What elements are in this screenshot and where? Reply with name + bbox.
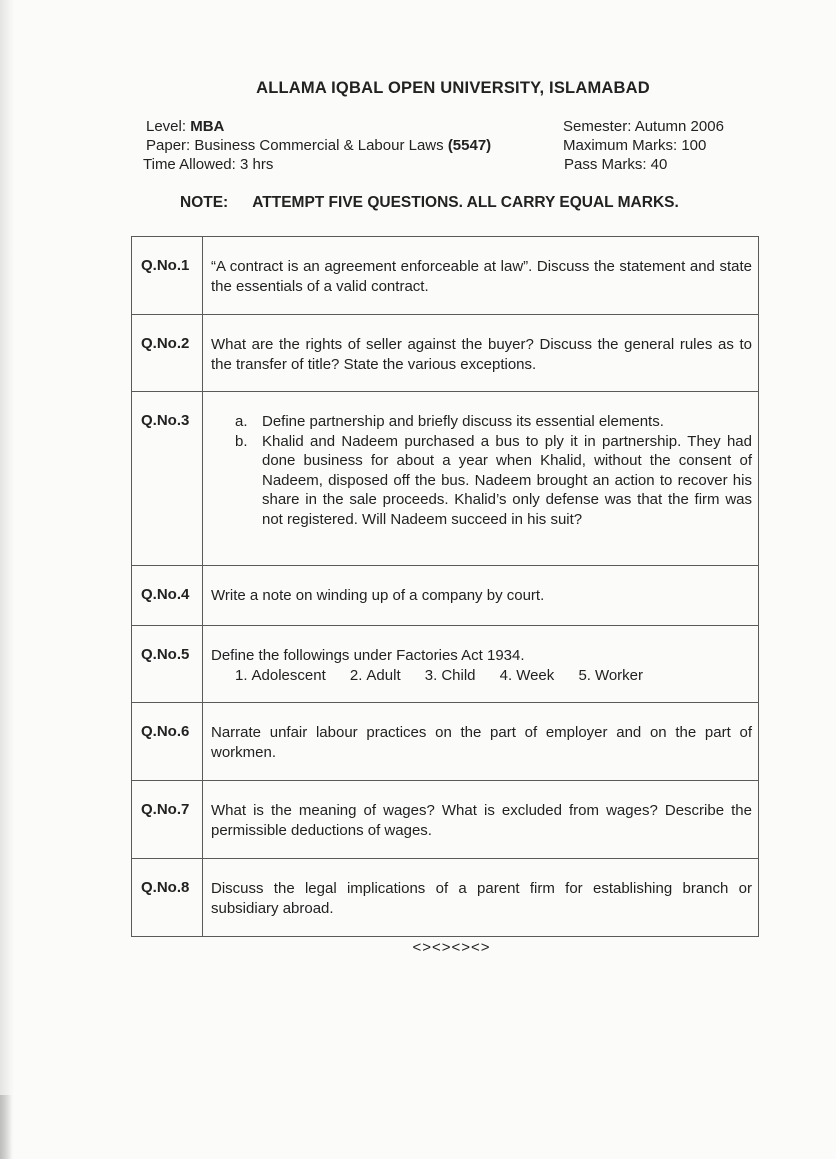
questions-table [131, 236, 759, 937]
time-allowed: Time Allowed: 3 hrs [143, 156, 274, 173]
term-number: 4. [499, 666, 513, 684]
maximum-marks: Maximum Marks: 100 [563, 137, 707, 154]
question-number: Q.No.2 [132, 315, 203, 392]
term: Child [441, 666, 476, 684]
question-text [203, 626, 759, 703]
paper-label: Paper: Business Commercial & Labour Laws [146, 137, 444, 154]
paper-code: (5547) [447, 137, 492, 154]
term-number: 3. [424, 666, 438, 684]
scan-edge-shadow [0, 0, 14, 1159]
question-number: Q.No.1 [132, 237, 203, 315]
question-row [132, 781, 759, 859]
term-number: 5. [578, 666, 591, 684]
level-value: MBA [190, 118, 225, 135]
question-number: Q.No.3 [132, 392, 203, 566]
question-text [203, 392, 759, 566]
question-text: Discuss the legal implications of a parent firm for establishing branch or subsidiary abroad. [203, 859, 759, 937]
level-line [143, 117, 491, 136]
question-text: Narrate unfair labour practices on the part of employer and on the part of workmen. [203, 703, 759, 781]
note-text: ATTEMPT FIVE QUESTIONS. ALL CARRY EQUAL MARKS. [252, 194, 679, 211]
sub-question-marker: a. [235, 413, 248, 430]
question-number: Q.No.8 [132, 859, 203, 937]
term: Adolescent [251, 666, 326, 684]
end-of-paper-mark: <><><><> [412, 939, 491, 956]
question-number: Q.No.7 [132, 781, 203, 859]
scan-edge-mark [0, 1095, 12, 1159]
question-row [132, 703, 759, 781]
question-row [132, 315, 759, 392]
question-row [132, 566, 759, 626]
term-number: 2. [349, 666, 363, 684]
term: Worker [594, 666, 644, 684]
question-text: What are the rights of seller against the buyer? Discuss the general rules as to the transfer of title? State the various exceptions. [203, 315, 759, 392]
question-number: Q.No.6 [132, 703, 203, 781]
level-label: Level: [146, 118, 187, 135]
definition-terms [211, 666, 752, 686]
question-text: Write a note on winding up of a company by court. [203, 566, 759, 626]
definition-prompt: Define the followings under Factories Act 1934. [211, 647, 525, 664]
marks-details [563, 117, 724, 174]
paper-line [143, 136, 491, 155]
question-row [132, 392, 759, 566]
term-number: 1. [235, 666, 248, 684]
question-row [132, 626, 759, 703]
sub-question-list [211, 412, 752, 529]
sub-question-text: Define partnership and briefly discuss its essential elements. [262, 413, 664, 430]
question-row [132, 859, 759, 937]
sub-question [211, 412, 752, 432]
question-row [132, 237, 759, 315]
question-text: “A contract is an agreement enforceable at law”. Discuss the statement and state the essentials of a valid contract. [203, 237, 759, 315]
term: Adult [366, 666, 401, 684]
question-number: Q.No.5 [132, 626, 203, 703]
semester: Semester: Autumn 2006 [563, 118, 724, 135]
note-label: NOTE: [180, 194, 229, 211]
sub-question-marker: b. [235, 432, 248, 450]
question-text: What is the meaning of wages? What is excluded from wages? Describe the permissible deductions of wages. [203, 781, 759, 859]
instructions-note [180, 194, 679, 212]
paper-details [143, 117, 491, 174]
question-number: Q.No.4 [132, 566, 203, 626]
sub-question-text: Khalid and Nadeem purchased a bus to ply it in partnership. They had done business for about a year when Khalid, without the consent of Nadeem, disposed off the bus. Nadeem brought an action to recover his share in the sale proceeds. Khalid’s only defense was that the firm was not registered. Will Nadeem succeed in his suit? [262, 432, 752, 528]
sub-question [211, 432, 752, 530]
pass-marks: Pass Marks: 40 [564, 156, 668, 173]
term: Week [516, 666, 555, 684]
university-title: ALLAMA IQBAL OPEN UNIVERSITY, ISLAMABAD [256, 79, 650, 97]
